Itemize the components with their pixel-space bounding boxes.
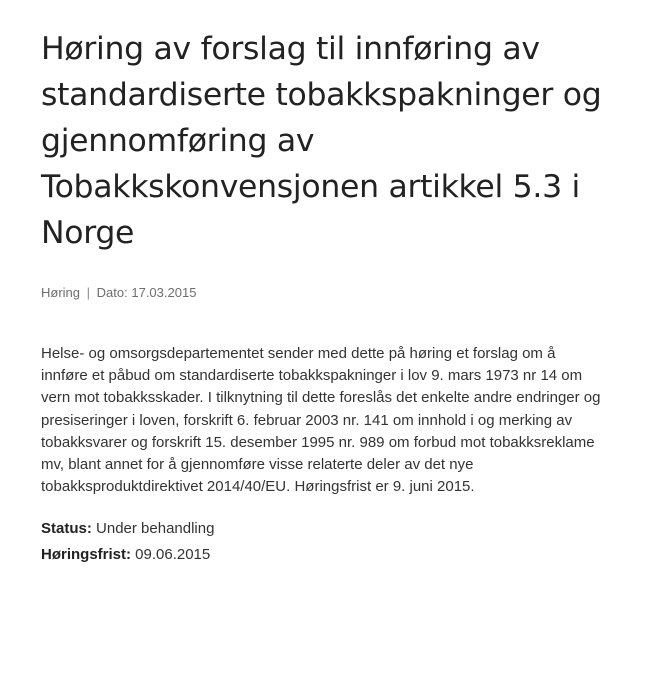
date-label: Dato: [96, 285, 128, 300]
meta-line [41, 284, 632, 302]
lead-paragraph: Helse- og omsorgsdepartementet sender med dette på høring et forslag om å innføre et påbud om standardiserte tobakkspakninger i lov 9. mars 1973 nr 14 om vern mot tobakksskader. I tilknytning til dette foreslås det enkelte andre endringer og presiseringer i loven, forskrift 6. februar 2003 nr. 141 om innhold i og merking av tobakksvarer og forskrift 15. desember 1995 nr. 989 om forbud mot tobakksreklame mv, blant annet for å gjennomføre visse relaterte deler av det nye tobakksproduktdirektivet 2014/40/EU. Høringsfrist er 9. juni 2015. [41, 345, 601, 496]
status-label: Status: [41, 520, 92, 538]
meta-separator: | [86, 285, 91, 300]
status-row [41, 516, 632, 542]
deadline-value: 09.06.2015 [135, 546, 211, 564]
deadline-label: Høringsfrist: [41, 546, 131, 564]
deadline-row [41, 542, 632, 568]
page-title: Høring av forslag til innføring av standardiserte tobakkspakninger og gjennomføring av Tobakkskonvensjonen artikkel 5.3 i Norge [41, 31, 602, 251]
document-type: Høring [41, 285, 81, 300]
status-value: Under behandling [96, 520, 215, 538]
info-fields [41, 516, 632, 568]
publish-date: 17.03.2015 [131, 285, 197, 300]
